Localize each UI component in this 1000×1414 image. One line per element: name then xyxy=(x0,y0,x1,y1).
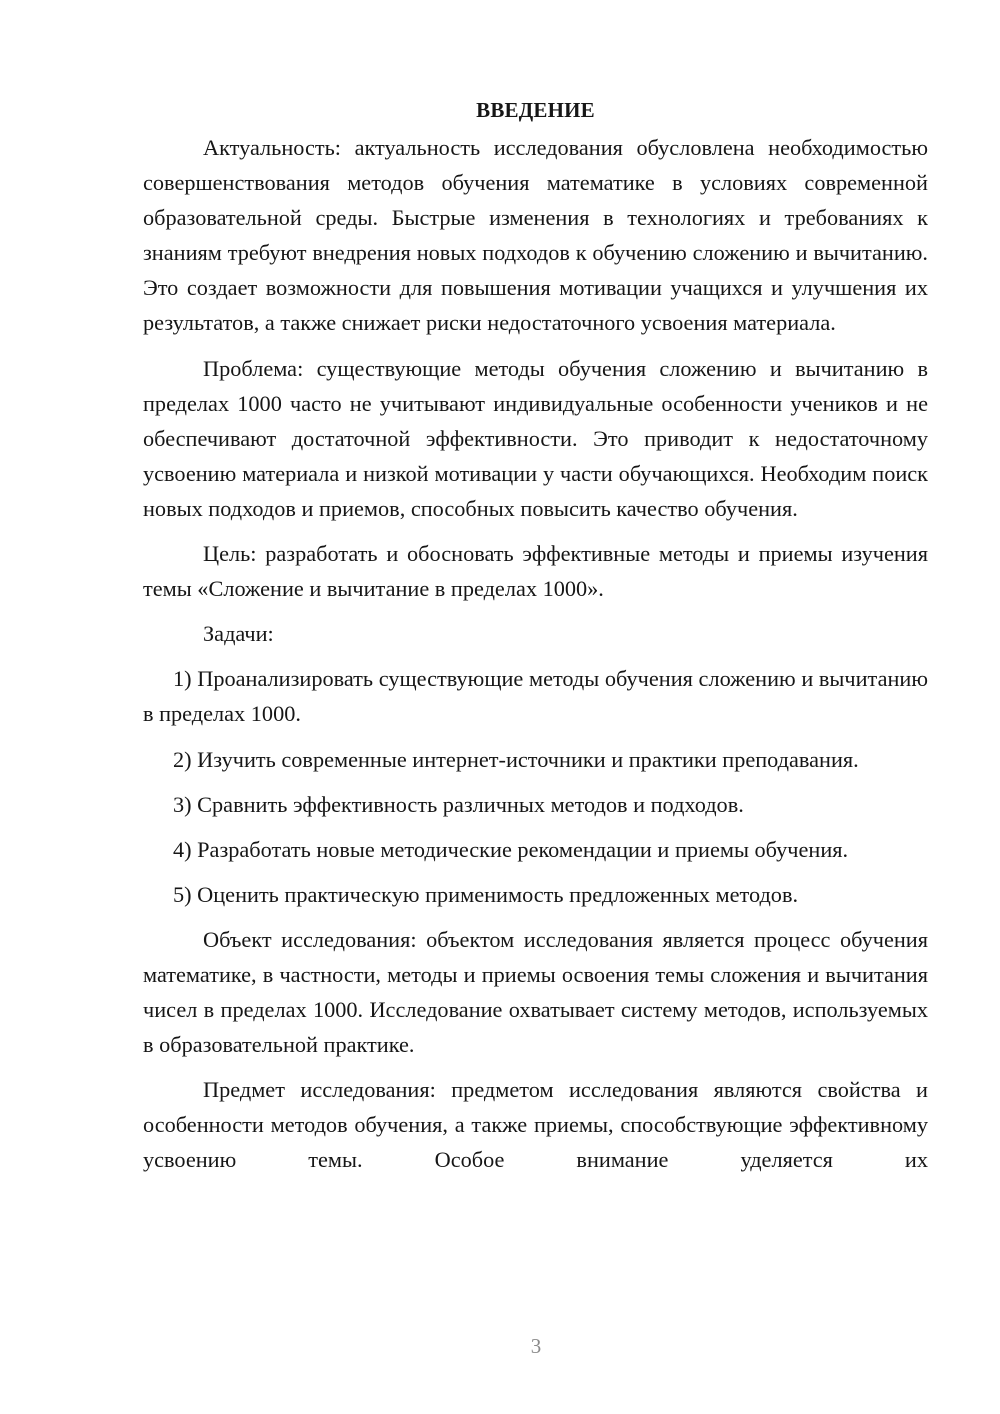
task-item: 4) Разработать новые методические рекомендации и приемы обучения. xyxy=(173,836,849,862)
task-item: 5) Оценить практическую применимость предложенных методов. xyxy=(173,881,799,907)
goal-paragraph: Цель: разработать и обосновать эффективные методы и приемы изучения темы «Сложение и вычитание в пределах 1000». xyxy=(143,541,928,602)
problem-paragraph: Проблема: существующие методы обучения сложению и вычитанию в пределах 1000 часто не учитывают индивидуальные особенности учеников и не обеспечивают достаточной эффективности. Это приводит к недостаточному усвоению материала и низкой мотивации у части обучающихся. Необходим поиск новых подходов и приемов, способных повысить качество обучения. xyxy=(143,355,928,521)
page-number: 3 xyxy=(530,1334,542,1358)
tasks-heading: Задачи: xyxy=(203,621,274,647)
subject-paragraph: Предмет исследования: предметом исследования являются свойства и особенности методов обучения, а также приемы, способствующие эффективному усвоению темы. Особое внимание уделяется их xyxy=(143,1077,928,1173)
task-item: 1) Проанализировать существующие методы обучения сложению и вычитанию в пределах 1000. xyxy=(143,666,928,727)
task-item: 2) Изучить современные интернет-источники и практики преподавания. xyxy=(173,746,859,772)
task-item: 3) Сравнить эффективность различных методов и подходов. xyxy=(173,791,744,817)
relevance-paragraph: Актуальность: актуальность исследования обусловлена необходимостью совершенствования методов обучения математике в условиях современной образовательной среды. Быстрые изменения в технологиях и требованиях к знаниям требуют внедрения новых подходов к обучению сложению и вычитанию. Это создает возможности для повышения мотивации учащихся и улучшения их результатов, а также снижает риски недостаточного усвоения материала. xyxy=(143,135,928,336)
page-content xyxy=(143,94,928,1178)
section-title: ВВЕДЕНИЕ xyxy=(476,98,595,122)
object-paragraph: Объект исследования: объектом исследования является процесс обучения математике, в частности, методы и приемы освоения темы сложения и вычитания чисел в пределах 1000. Исследование охватывает систему методов, используемых в образовательной практике. xyxy=(143,926,928,1058)
